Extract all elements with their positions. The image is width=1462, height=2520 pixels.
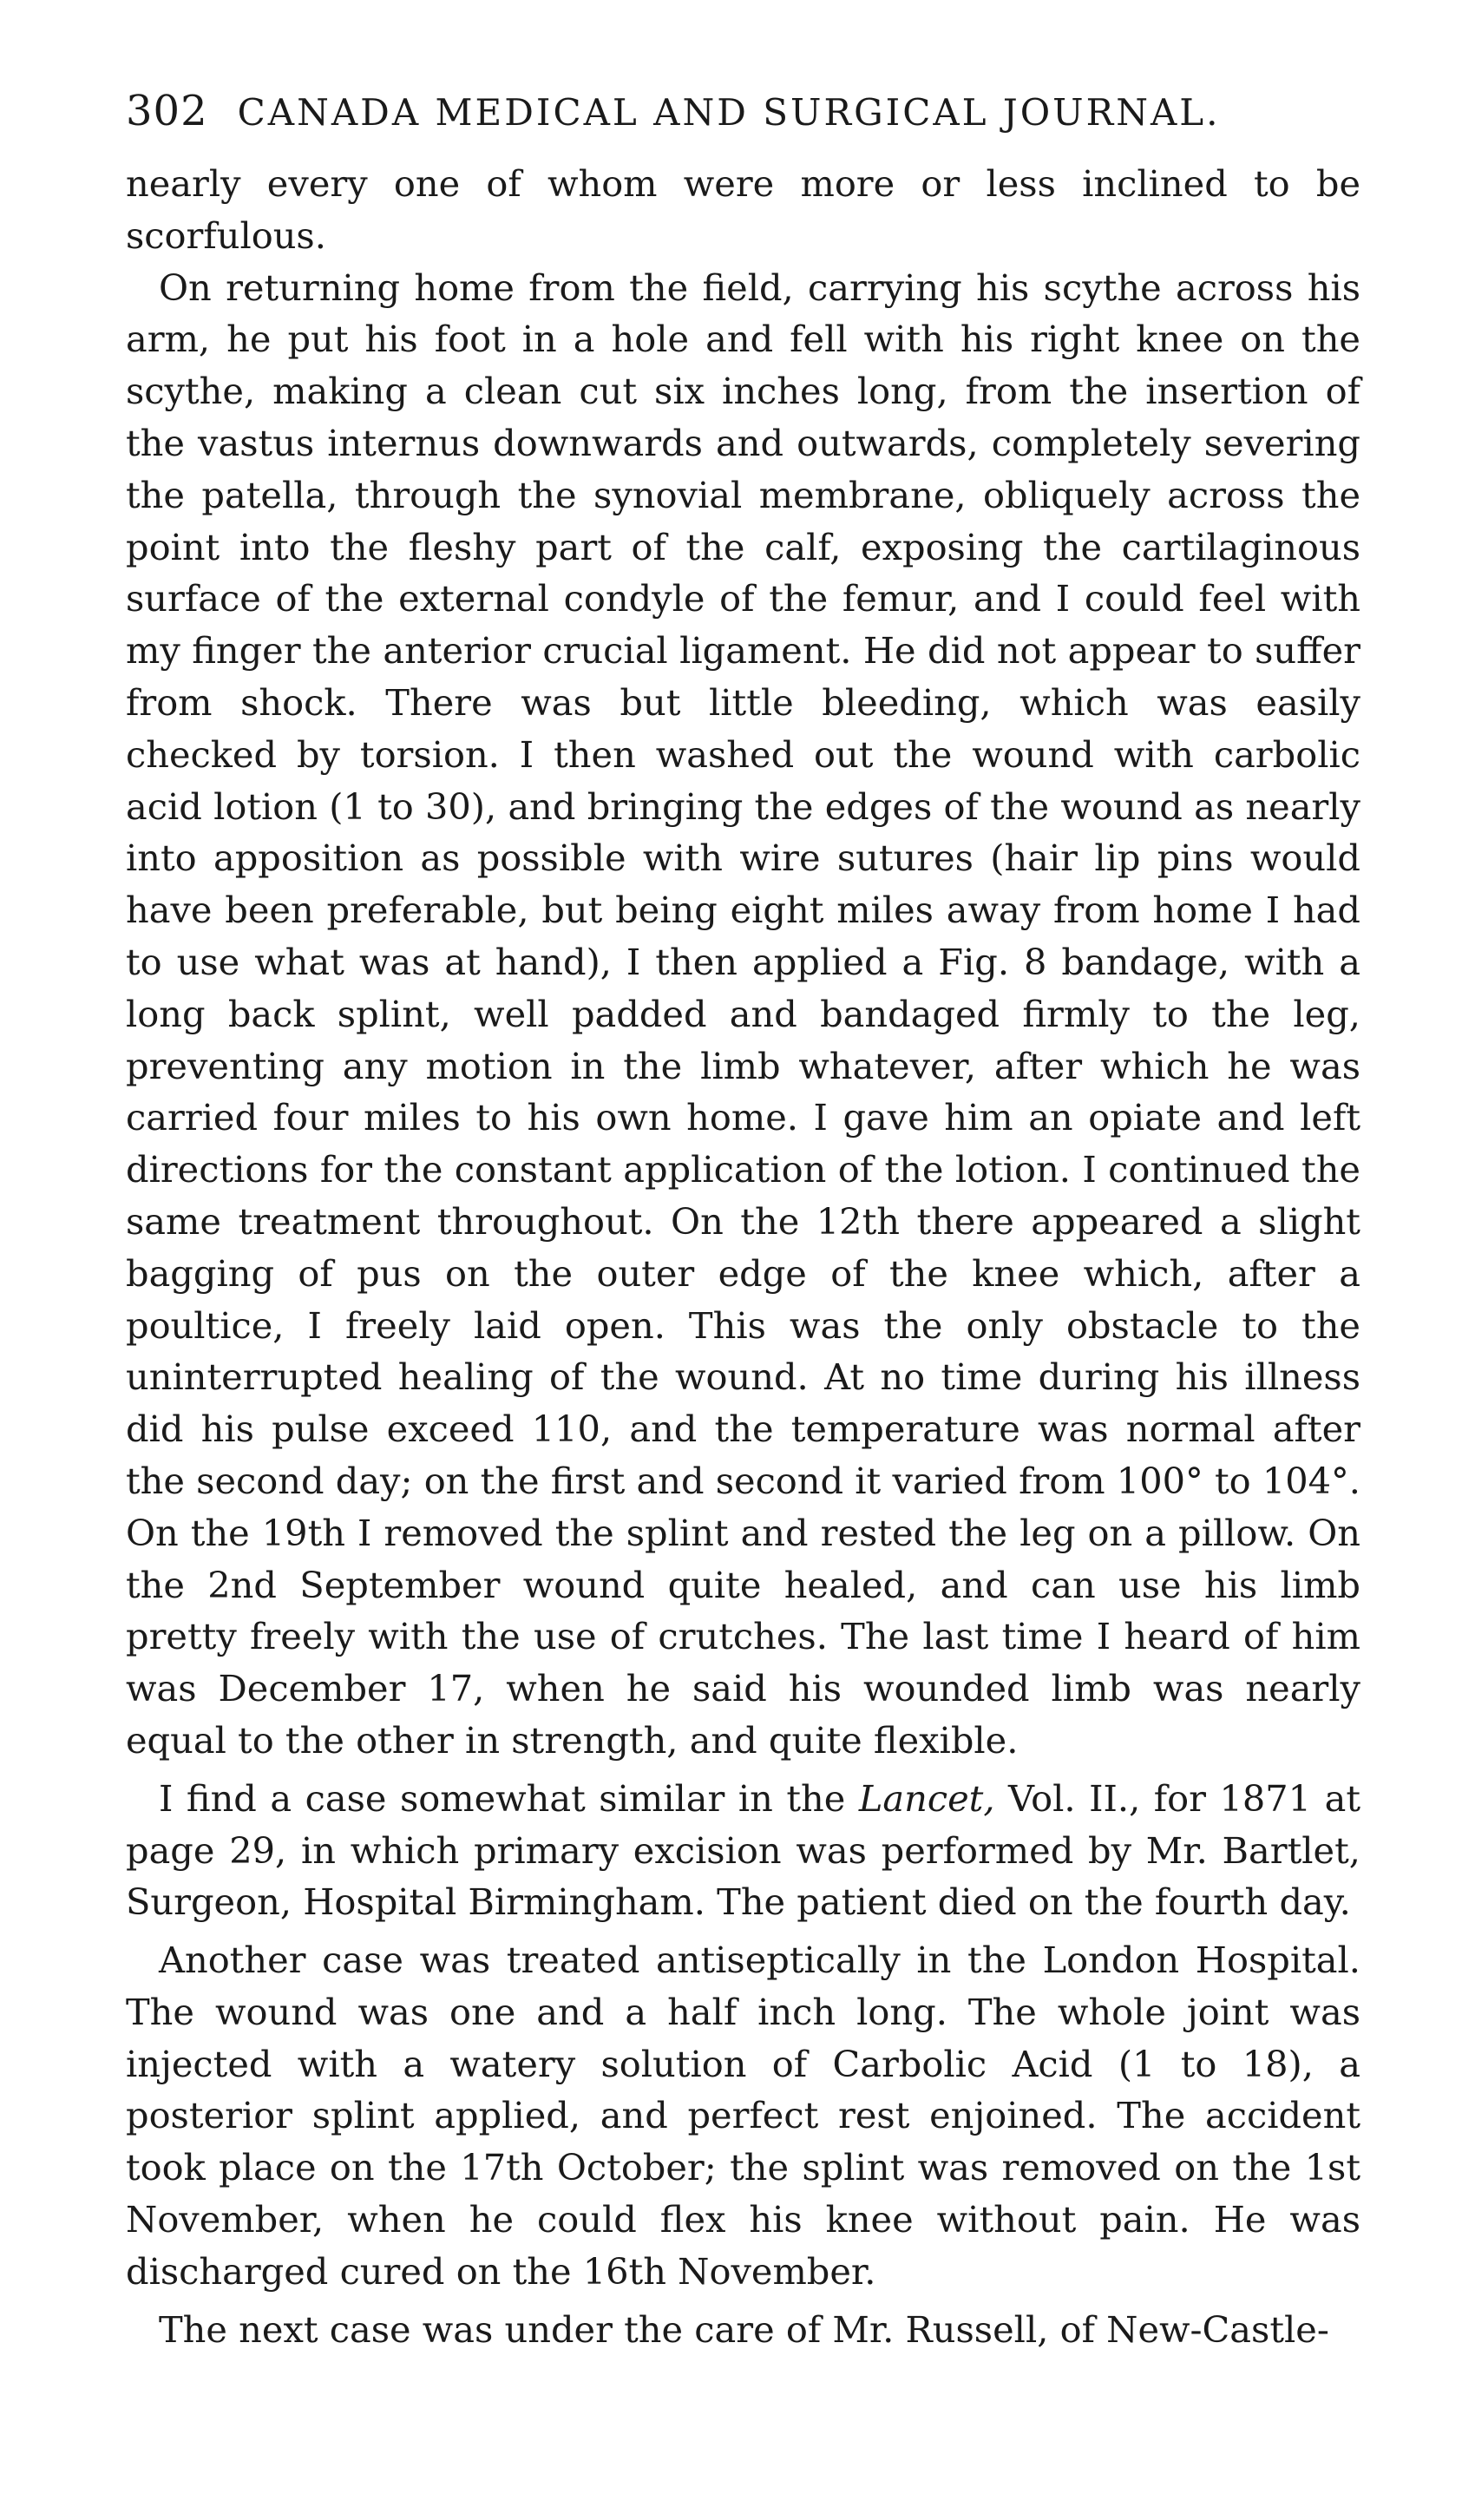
paragraph-continued: nearly every one of whom were more or less inclined to be scorfulous. xyxy=(126,162,1360,257)
paragraph-lancet-reference xyxy=(126,1773,1360,1928)
paragraph-text-after: Vol. II., for 1871 at page 29, in which primary excision was performed by Mr. Bartlet, Surgeon, Hospital Birmingham. The patient died on the fourth day. xyxy=(126,1776,1360,1924)
paragraph-case-description: On returning home from the field, carrying his scythe across his arm, he put his foot in a hole and fell with his right knee on the scythe, making a clean cut six inches long, from the insertion of the vastus internus downwards and outwards, completely severing the patella, through the synovial membrane, obliquely across the point into the fleshy part of the calf, exposing the cartilaginous surface of the external condyle of the femur, and I could feel with my finger the anterior crucial ligament. He did not appear to suffer from shock. There was but little bleeding, which was easily checked by torsion. I then washed out the wound with carbolic acid lotion (1 to 30), and bringing the edges of the wound as nearly into apposition as possible with wire sutures (hair lip pins would have been preferable, but being eight miles away from home I had to use what was at hand), I then applied a Fig. 8 bandage, with a long back splint, well padded and bandaged firmly to the leg, preventing any motion in the limb whatever, after which he was carried four miles to his own home. I gave him an opiate and left directions for the constant application of the lotion. I continued the same treatment throughout. On the 12th there appeared a slight bagging of pus on the outer edge of the knee which, after a poultice, I freely laid open. This was the only obstacle to the uninterrupted healing of the wound. At no time during his illness did his pulse exceed 110, and the temperature was normal after the second day; on the first and second it varied from 100° to 104°. On the 19th I removed the splint and rested the leg on a pillow. On the 2nd September wound quite healed, and can use his limb pretty freely with the use of crutches. The last time I heard of him was December 17, when he said his wounded limb was nearly equal to the other in strength, and quite flexible. xyxy=(126,266,1360,1762)
journal-citation: Lancet, xyxy=(858,1776,995,1820)
paragraph-london-hospital-case: Another case was treated antiseptically in the London Hospital. The wound was one and a half inch long. The whole joint was injected with a watery solution of Carbolic Acid (1 to 18), a posterior splint applied, and perfect rest enjoined. The accident took place on the 17th October; the splint was removed on the 1st November, when he could flex his knee without pain. He was discharged cured on the 16th November. xyxy=(126,1939,1360,2293)
article-body xyxy=(126,158,1360,2355)
page-number: 302 xyxy=(126,87,208,135)
paragraph-text-before: I find a case somewhat similar in the xyxy=(159,1776,859,1820)
journal-title: CANADA MEDICAL AND SURGICAL JOURNAL. xyxy=(237,91,1221,134)
running-head xyxy=(126,87,1360,135)
paragraph-next-case: The next case was under the care of Mr. Russell, of New-Castle- xyxy=(159,2307,1329,2351)
